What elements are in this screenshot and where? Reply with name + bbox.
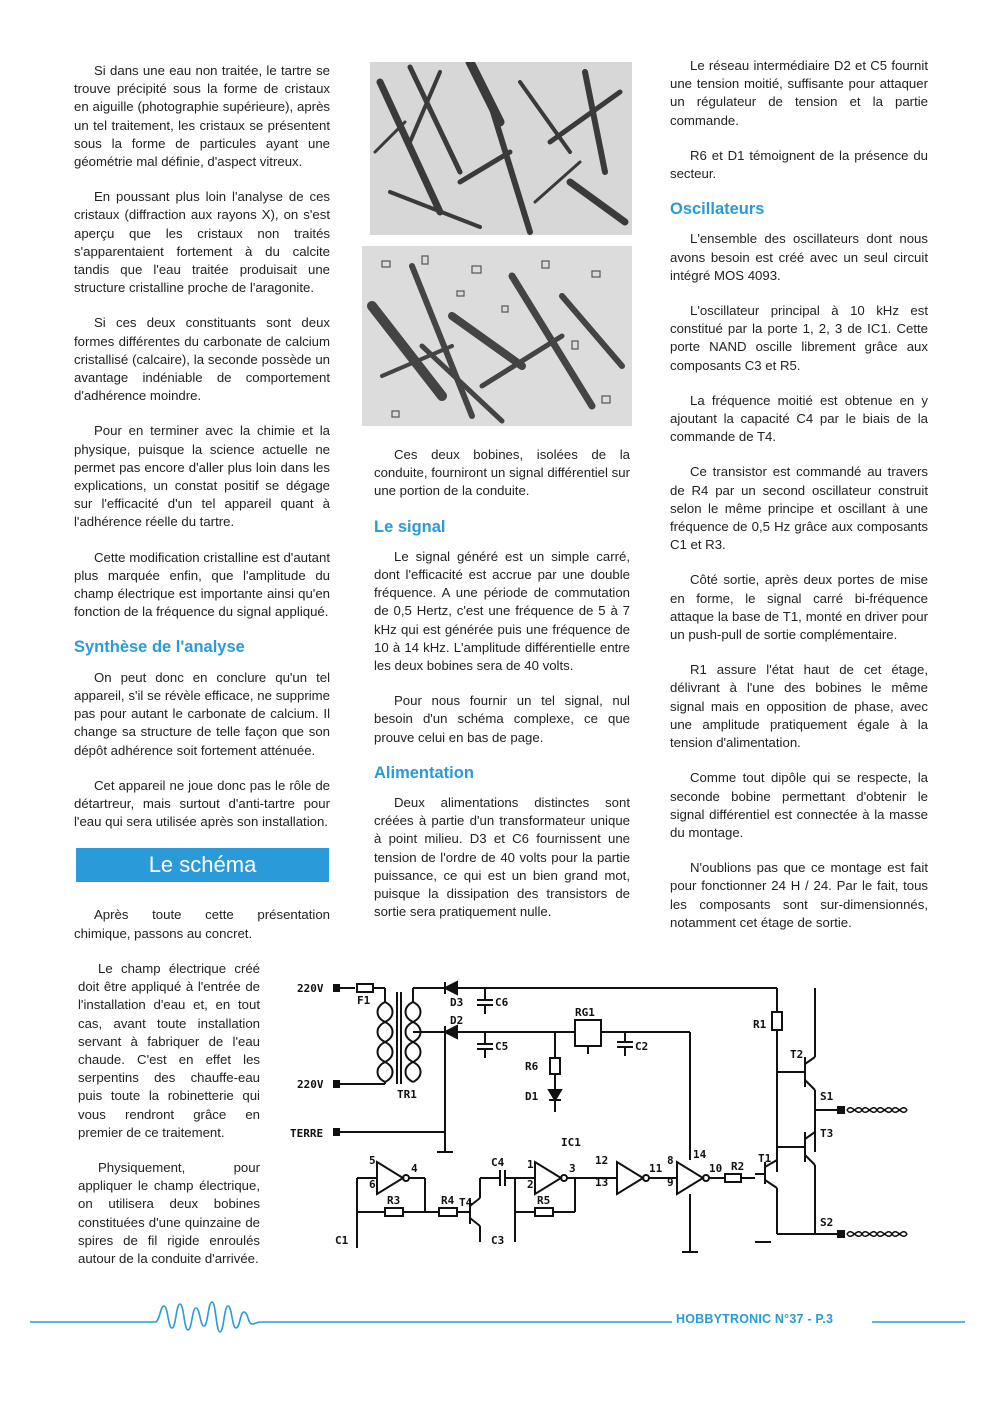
label-r6: R6: [525, 1060, 539, 1073]
label-r4: R4: [441, 1194, 455, 1207]
pin-6: 6: [369, 1178, 376, 1191]
column-left-lower: [78, 960, 260, 1285]
label-f1: F1: [357, 994, 371, 1007]
paragraph: R6 et D1 témoignent de la présence du secteur.: [670, 147, 928, 182]
paragraph: Ce transistor est commandé au travers de R4 par un second oscillateur construit selon le même principe et oscillant à une fréquence de 0,5 Hz grâce aux composants C1 et R3.: [670, 464, 928, 553]
label-c5: C5: [495, 1040, 509, 1053]
paragraph: Pour nous fournir un tel signal, nul besoin d'un schéma complexe, ce que prouve celui en bas de page.: [374, 693, 630, 745]
pin-1: 1: [527, 1158, 534, 1171]
label-d2: D2: [450, 1014, 464, 1027]
label-s1: S1: [820, 1090, 834, 1103]
section-banner-schema: Le schéma: [76, 848, 329, 882]
column-left: [74, 62, 330, 960]
paragraph: L'ensemble des oscillateurs dont nous avons besoin est créé avec un seul circuit intégré MOS 4093.: [670, 231, 928, 283]
label-r1: R1: [753, 1018, 767, 1031]
label-c4: C4: [491, 1156, 505, 1169]
section-heading-alimentation: Alimentation: [374, 763, 474, 782]
pin-3: 3: [569, 1162, 576, 1175]
column-middle: [374, 446, 630, 938]
paragraph: Si dans une eau non traitée, le tartre se trouve précipité sous la forme de cristaux en aiguille (photographie supérieure), après un tel traitement, les cristaux se présentent sous la forme de particules ayant une géométrie mal définie, d'aspect vitreux.: [74, 63, 330, 170]
paragraph: Cet appareil ne joue donc pas le rôle de détartreur, mais surtout d'anti-tartre pour l'eau qui sera utilisée après son installation.: [74, 777, 330, 830]
label-c6: C6: [495, 996, 509, 1009]
label-220v-1: 220V: [297, 982, 324, 995]
pin-10: 10: [709, 1162, 723, 1175]
label-rg1: RG1: [575, 1006, 595, 1019]
label-s2: S2: [820, 1216, 834, 1229]
paragraph: Pour en terminer avec la chimie et la physique, puisque la science actuelle ne permet pas encore d'aller plus loin dans les explications, un constat positif se dégage sur l'efficacité d'un tel appareil quant à l'adhérence réelle du tartre.: [74, 423, 330, 530]
label-d1: D1: [525, 1090, 539, 1103]
circuit-schematic: [285, 972, 925, 1272]
paragraph: R1 assure l'état haut de cet étage, délivrant à l'une des bobines le même signal mais en opposition de phase, avec une amplitude pratiquement égale à la tension d'alimentation.: [670, 662, 928, 751]
pin-2: 2: [527, 1178, 534, 1191]
section-heading-oscillateurs: Oscillateurs: [670, 200, 765, 219]
pin-5: 5: [369, 1154, 376, 1167]
label-t4: T4: [459, 1196, 473, 1209]
label-220v-2: 220V: [297, 1078, 324, 1091]
pin-12: 12: [595, 1154, 609, 1167]
label-c2: C2: [635, 1040, 649, 1053]
label-terre: TERRE: [290, 1127, 324, 1140]
section-heading-synthese: Synthèse de l'analyse: [74, 638, 245, 657]
photo-crystals-treated: [362, 246, 632, 426]
paragraph: En poussant plus loin l'analyse de ces cristaux (diffraction aux rayons X), on s'est aperçu que les cristaux non traités s'apparentaient fortement à du calcite tandis que l'eau traitée produisait une structure cristalline proche de l'aragonite.: [74, 189, 330, 296]
pin-8: 8: [667, 1154, 674, 1167]
column-right: [670, 57, 928, 949]
paragraph: Ces deux bobines, isolées de la conduite, fourniront un signal différentiel sur une portion de la conduite.: [374, 447, 630, 499]
paragraph: L'oscillateur principal à 10 kHz est constitué par la porte 1, 2, 3 de IC1. Cette porte NAND oscille librement grâce aux composants C3 et R5.: [670, 303, 928, 373]
paragraph: Comme tout dipôle qui se respecte, la seconde bobine permettant d'obtenir le signal différentiel est connectée à la masse du montage.: [670, 770, 928, 840]
paragraph: Après toute cette présentation chimique, passons au concret.: [74, 907, 330, 941]
pin-11: 11: [649, 1162, 663, 1175]
paragraph: Physiquement, pour appliquer le champ électrique, on utilisera deux bobines constituées d'une quinzaine de spires de fil rigide enroulés autour de la conduite d'arrivée.: [78, 1160, 260, 1267]
paragraph: Deux alimentations distinctes sont créées à partie d'un transformateur unique à point milieu. D3 et C6 fournissent une tension de l'ordre de 40 volts pour la partie puissance, ce qui est un bien grand mot, puisque la dissipation des transistors de sortie sera pratiquement nulle.: [374, 795, 630, 920]
paragraph: Le réseau intermédiaire D2 et C5 fournit une tension moitié, suffisante pour attaquer un régulateur de tension et la partie commande.: [670, 58, 928, 128]
photo-crystals-untreated: [370, 62, 632, 235]
label-t2: T2: [790, 1048, 804, 1061]
label-ic1: IC1: [561, 1136, 581, 1149]
label-tr1: TR1: [397, 1088, 417, 1101]
label-r5: R5: [537, 1194, 551, 1207]
label-t1: T1: [758, 1152, 772, 1165]
pin-9: 9: [667, 1176, 674, 1189]
label-r3: R3: [387, 1194, 401, 1207]
paragraph: Si ces deux constituants sont deux formes différentes du carbonate de calcium cristallisé (calcaire), la seconde possède un avantage indéniable de comportement d'adhérence moindre.: [74, 315, 330, 404]
section-heading-signal: Le signal: [374, 517, 446, 536]
paragraph: N'oublions pas que ce montage est fait pour fonctionner 24 H / 24. Par le fait, tous les composants sont sur-dimensionnés, notamment cet étage de sortie.: [670, 860, 928, 930]
pin-14: 14: [693, 1148, 707, 1161]
paragraph: Côté sortie, après deux portes de mise en forme, le signal carré bi-fréquence attaque la base de T1, monté en driver pour un push-pull de sortie complémentaire.: [670, 572, 928, 643]
label-c1: C1: [335, 1234, 349, 1247]
paragraph: Le champ électrique créé doit être appliqué à l'entrée de l'installation d'eau et, en tout cas, avant toute installation servant à fabriquer de l'eau chaude. C'est en effet les serpentins des chauffe-eau puis toute la robinetterie qui vous rendront grâce en premier de ce traitement.: [78, 961, 260, 1140]
paragraph: Le signal généré est un simple carré, dont l'efficacité est accrue par une double fréquence. A une période de commutation de 0,5 Hertz, c'est une fréquence de 5 à 7 kHz qui est générée puis une fréquence de 10 à 14 kHz. L'amplitude différentielle entre les deux bobines sera de 40 volts.: [374, 548, 630, 674]
paragraph: On peut donc en conclure qu'un tel appareil, s'il se révèle efficace, ne supprime pas pour autant le carbonate de calcium. Il change sa structure de telle façon que son dépôt adhérence soit fortement atténuée.: [74, 669, 330, 758]
label-t3: T3: [820, 1127, 834, 1140]
label-r2: R2: [731, 1160, 745, 1173]
paragraph: Cette modification cristalline est d'autant plus marquée enfin, que l'amplitude du champ électrique est importante ainsi qu'en fonction de la fréquence du signal appliqué.: [74, 549, 330, 620]
label-d3: D3: [450, 996, 464, 1009]
pin-4: 4: [411, 1162, 418, 1175]
pin-13: 13: [595, 1176, 609, 1189]
label-c3: C3: [491, 1234, 505, 1247]
footer-page-label: HOBBYTRONIC N°37 - P.3: [676, 1312, 834, 1326]
paragraph: La fréquence moitié est obtenue en y ajoutant la capacité C4 par le biais de la commande de T4.: [670, 392, 928, 445]
